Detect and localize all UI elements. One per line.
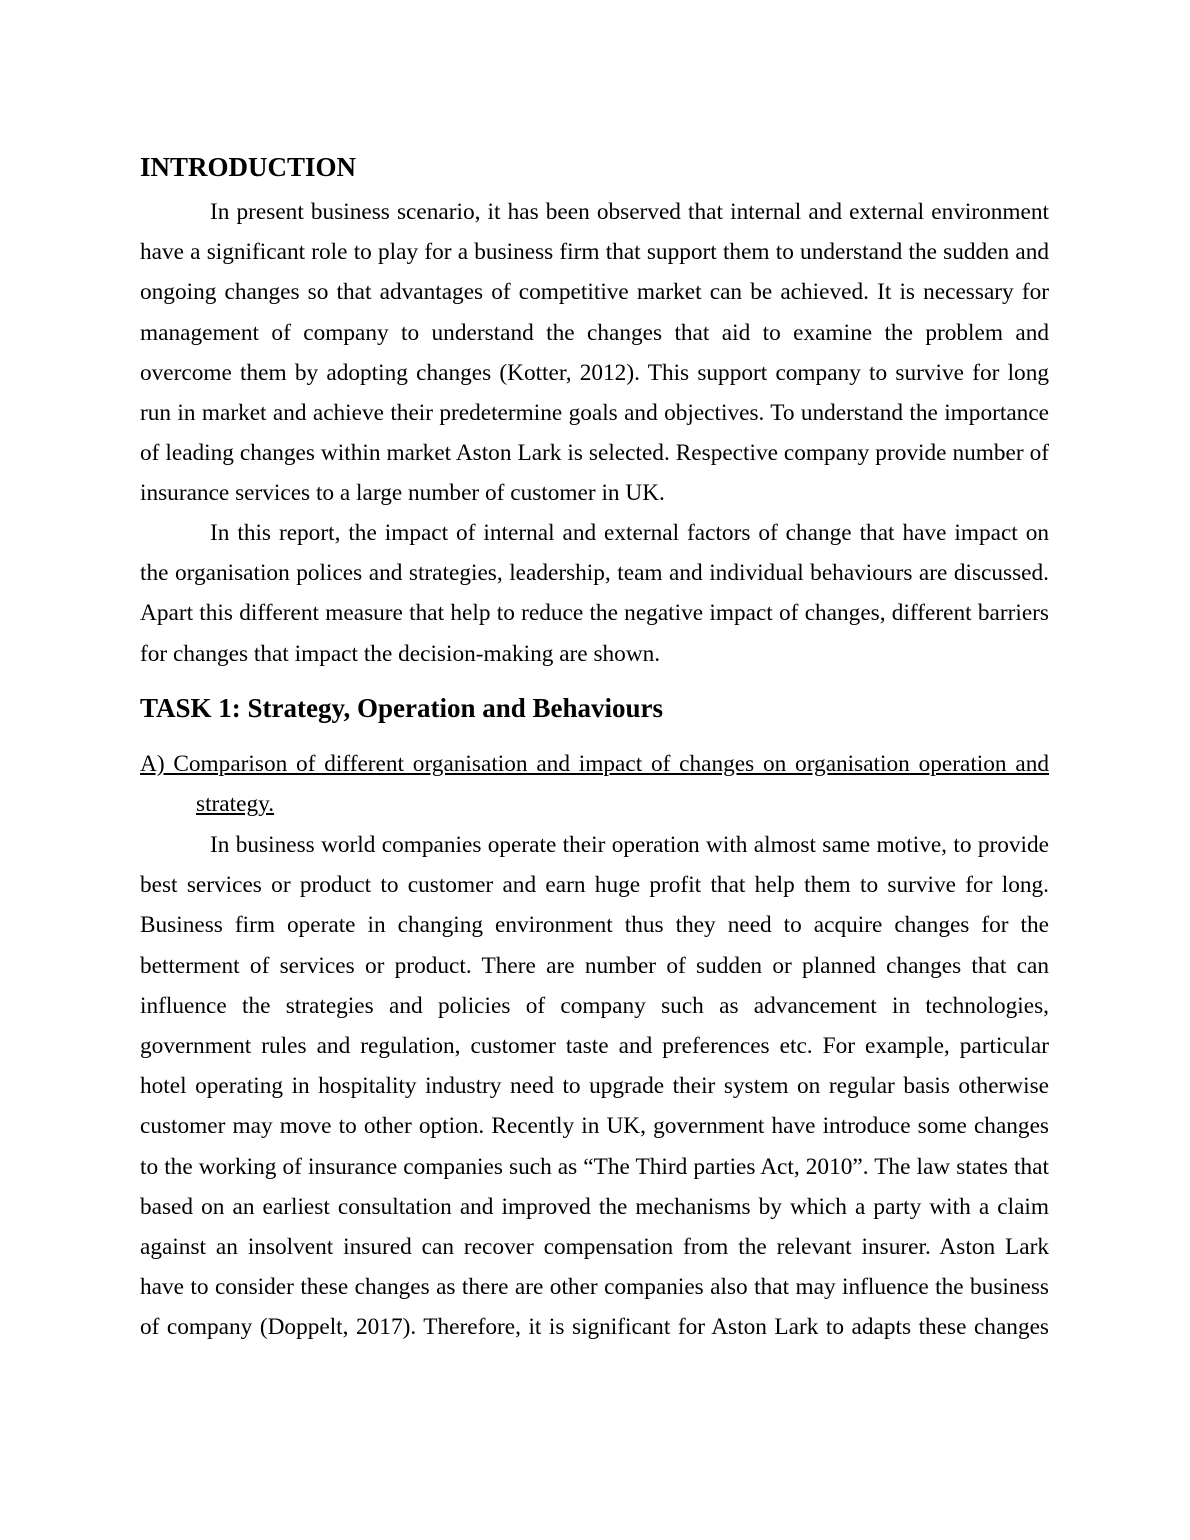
paragraph-line: influence the strategies and policies of company such as advancement in technologies, [140, 992, 1049, 1019]
paragraph-line: have to consider these changes as there are other companies also that may influence the business [140, 1274, 1049, 1301]
paragraph-line: overcome them by adopting changes (Kotter, 2012). This support company to survive for long [140, 359, 1049, 386]
paragraph-line: ongoing changes so that advantages of competitive market can be achieved. It is necessary for [140, 279, 1049, 306]
task1-heading: TASK 1: Strategy, Operation and Behaviours [140, 693, 664, 723]
paragraph-line: In this report, the impact of internal and external factors of change that have impact on [210, 520, 1049, 546]
paragraph-line: management of company to understand the changes that aid to examine the problem and [140, 319, 1049, 346]
intro-heading: INTRODUCTION [140, 152, 357, 182]
subheading-line: A) Comparison of different organisation and impact of changes on organisation operation and [140, 751, 1049, 777]
paragraph-line: run in market and achieve their predetermine goals and objectives. To understand the importance [140, 400, 1049, 426]
paragraph-line: customer may move to other option. Recently in UK, government have introduce some changes [140, 1113, 1049, 1140]
paragraph-line: of company (Doppelt, 2017). Therefore, it is significant for Aston Lark to adapts these changes [140, 1314, 1049, 1341]
paragraph-line: In business world companies operate their operation with almost same motive, to provide [210, 832, 1049, 858]
paragraph-line: betterment of services or product. There are number of sudden or planned changes that can [140, 952, 1049, 979]
paragraph-line: insurance services to a large number of customer in UK. [140, 480, 665, 507]
subheading-line: strategy. [196, 791, 275, 817]
paragraph-line: the organisation polices and strategies, leadership, team and individual behaviours are discussed. [140, 560, 1049, 587]
paragraph-line: Business firm operate in changing environment thus they need to acquire changes for the [140, 912, 1049, 939]
paragraph-line: best services or product to customer and earn huge profit that help them to survive for long. [140, 872, 1049, 899]
paragraph-line: government rules and regulation, customer taste and preferences etc. For example, particular [140, 1033, 1049, 1059]
paragraph-line: based on an earliest consultation and improved the mechanisms by which a party with a claim [140, 1193, 1049, 1220]
paragraph-line: Apart this different measure that help to reduce the negative impact of changes, different barriers [140, 600, 1049, 627]
paragraph-line: have a significant role to play for a business firm that support them to understand the sudden and [140, 239, 1049, 266]
paragraph-line: hotel operating in hospitality industry need to upgrade their system on regular basis otherwise [140, 1073, 1049, 1100]
paragraph-line: for changes that impact the decision-making are shown. [140, 640, 661, 667]
paragraph-line: to the working of insurance companies such as “The Third parties Act, 2010”. The law states that [140, 1153, 1049, 1180]
paragraph-line: of leading changes within market Aston Lark is selected. Respective company provide number of [140, 440, 1049, 467]
paragraph-line: against an insolvent insured can recover compensation from the relevant insurer. Aston Lark [140, 1234, 1049, 1260]
paragraph-line: In present business scenario, it has been observed that internal and external environment [210, 199, 1049, 225]
